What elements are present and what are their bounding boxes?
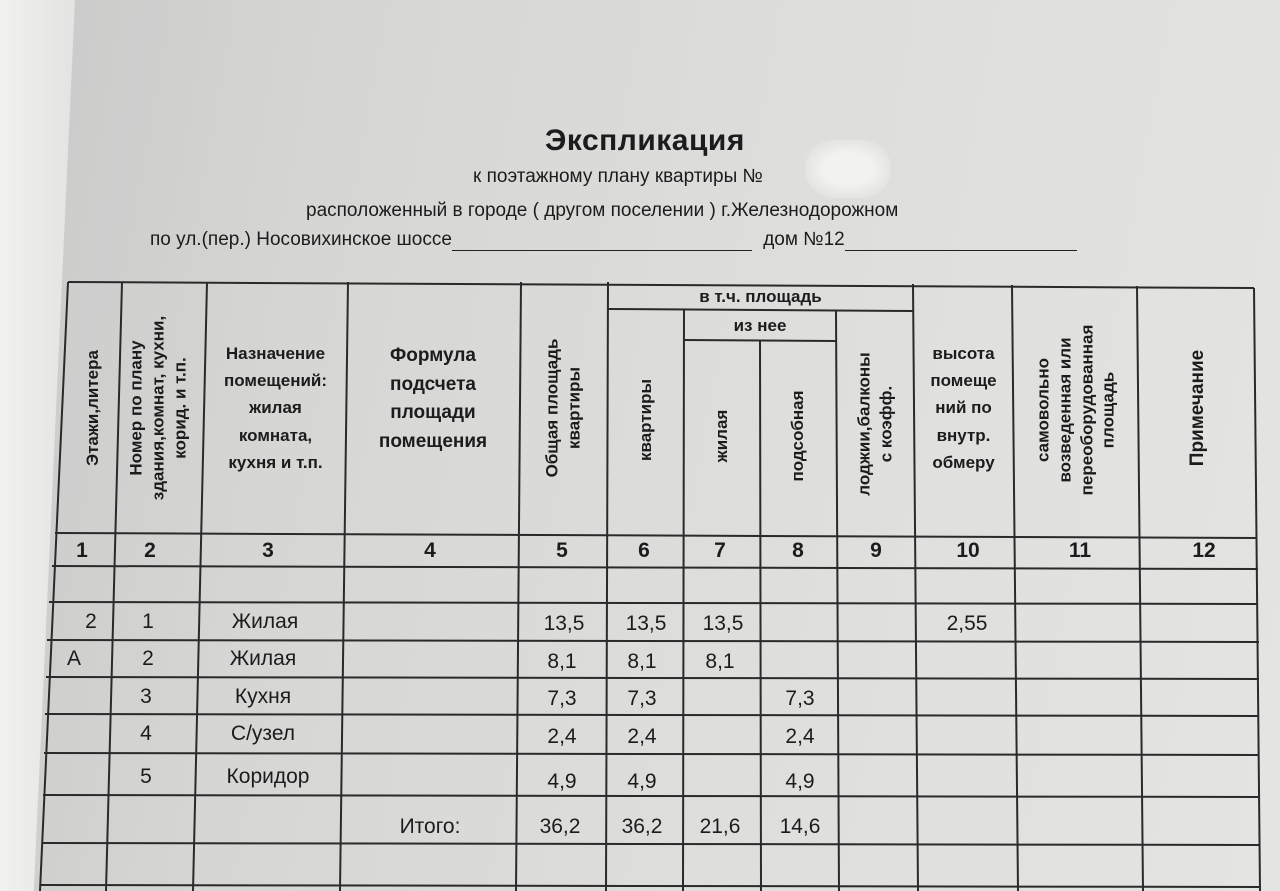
column-number: 10 [956,538,980,562]
cell-living-area: 8,1 [705,649,735,673]
header-note: Примечание [1186,349,1208,467]
header-text: площадь [1098,371,1118,449]
subtitle-line: к поэтажному плану квартиры № [473,166,763,187]
header-text: помещения [378,430,488,452]
header-text: внутр. [936,425,991,445]
cell-floor [55,680,93,714]
cell-height [918,765,1016,799]
total-area-value: 36,2 [539,814,581,838]
column-number: 6 [638,538,650,562]
cell-total-area: 7,3 [547,686,577,710]
cell-room-name: Жилая [231,609,299,633]
cell-apartment-area: 7,3 [627,686,657,710]
header-total-area [541,339,585,478]
cell-total-area: 8,1 [547,649,577,673]
cell-auxiliary-area [762,607,838,641]
header-plan-number-line: корид. и т.п. [169,357,189,459]
cell-height: 2,55 [946,611,988,635]
header-formula [348,342,518,456]
header-apartment: квартиры [636,378,656,462]
cell-room-name: С/узел [230,721,296,745]
total-living-value: 21,6 [699,814,741,838]
cell-height [918,645,1016,679]
cell-floor: А [66,646,81,670]
street-text: по ул.(пер.) Носовихинское шоссе [150,229,452,250]
cell-room-name: Коридор [226,764,310,788]
header-text: возведенная или [1055,337,1075,483]
header-plan-number-line: Номер по плану [126,340,146,476]
header-plan-number [125,316,190,500]
location-line: расположенный в городе ( другом поселении ) г.Железнодорожном [306,200,899,221]
header-text: помещений: [223,371,328,391]
header-text: обмеру [932,452,995,472]
cell-apartment-area: 13,5 [625,611,667,635]
column-number: 2 [144,538,156,562]
header-text: с коэфф. [876,385,895,463]
cell-height [918,682,1016,716]
total-auxiliary-value: 14,6 [779,814,821,838]
header-text: квартиры [564,366,583,450]
header-plan-number-line: здания,комнат, кухни, [148,315,168,501]
header-text: высота [932,344,995,363]
header-text: ний по [935,398,992,418]
header-of-which: из нее [733,315,787,335]
cell-floor [55,717,93,751]
cell-apartment-area: 8,1 [627,649,657,673]
cell-living-area: 13,5 [702,611,744,635]
column-number: 11 [1068,538,1092,562]
header-including-area: в т.ч. площадь [699,286,822,306]
cell-height [918,720,1016,754]
house-text: дом №12 [763,229,845,250]
cell-apartment-area: 2,4 [627,724,657,748]
cell-floor [55,760,93,794]
total-label: Итого: [399,814,461,838]
header-living: жилая [712,409,732,463]
total-apartment-value: 36,2 [621,814,663,838]
cell-auxiliary-area: 2,4 [785,724,815,748]
cell-number: 1 [142,609,154,633]
header-text: самовольно [1033,358,1053,462]
header-height [913,340,1014,476]
column-number: 1 [76,538,88,562]
cell-number: 5 [140,764,152,788]
header-text: жилая [249,398,302,418]
column-number: 4 [424,538,436,562]
cell-room-name: Жилая [229,646,297,670]
cell-total-area: 2,4 [547,724,577,748]
cell-auxiliary-area: 7,3 [785,686,815,710]
cell-total-area: 13,5 [543,611,585,635]
header-text: лоджии,балконы [854,352,874,496]
header-loggias [853,352,897,495]
column-number: 5 [556,538,568,562]
header-text: комната, [238,425,313,445]
header-text: кухня и т.п. [228,452,323,472]
cell-apartment-area: 4,9 [627,769,657,793]
cell-floor: 2 [85,609,97,633]
cell-living-area [682,765,758,799]
header-text: Назначение [225,344,326,363]
cell-living-area [682,682,758,716]
cell-room-name: Кухня [234,684,292,708]
document-title: Экспликация [545,124,745,157]
header-text: переоборудованная [1077,324,1096,496]
cell-auxiliary-area: 4,9 [785,769,815,793]
cell-auxiliary-area [762,645,838,679]
header-text: помеще [930,371,997,391]
column-number: 12 [1192,538,1216,562]
cell-number: 4 [140,721,152,745]
header-text: Общая площадь [542,338,562,478]
cell-number: 3 [140,684,152,708]
column-number: 8 [792,538,804,562]
header-text: площади [390,402,476,423]
cell-living-area [682,720,758,754]
column-number: 3 [262,538,274,562]
column-number: 9 [870,538,882,562]
cell-total-area: 4,9 [547,769,577,793]
header-text: подсчета [390,373,476,395]
header-auxiliary: подсобная [788,390,808,482]
header-text: Формула [390,345,476,366]
column-number: 7 [714,538,726,562]
cell-number: 2 [142,646,154,670]
header-room-purpose [207,340,344,476]
header-floors: Этажи,литера [83,350,103,466]
header-unauthorized-area [1033,325,1120,496]
